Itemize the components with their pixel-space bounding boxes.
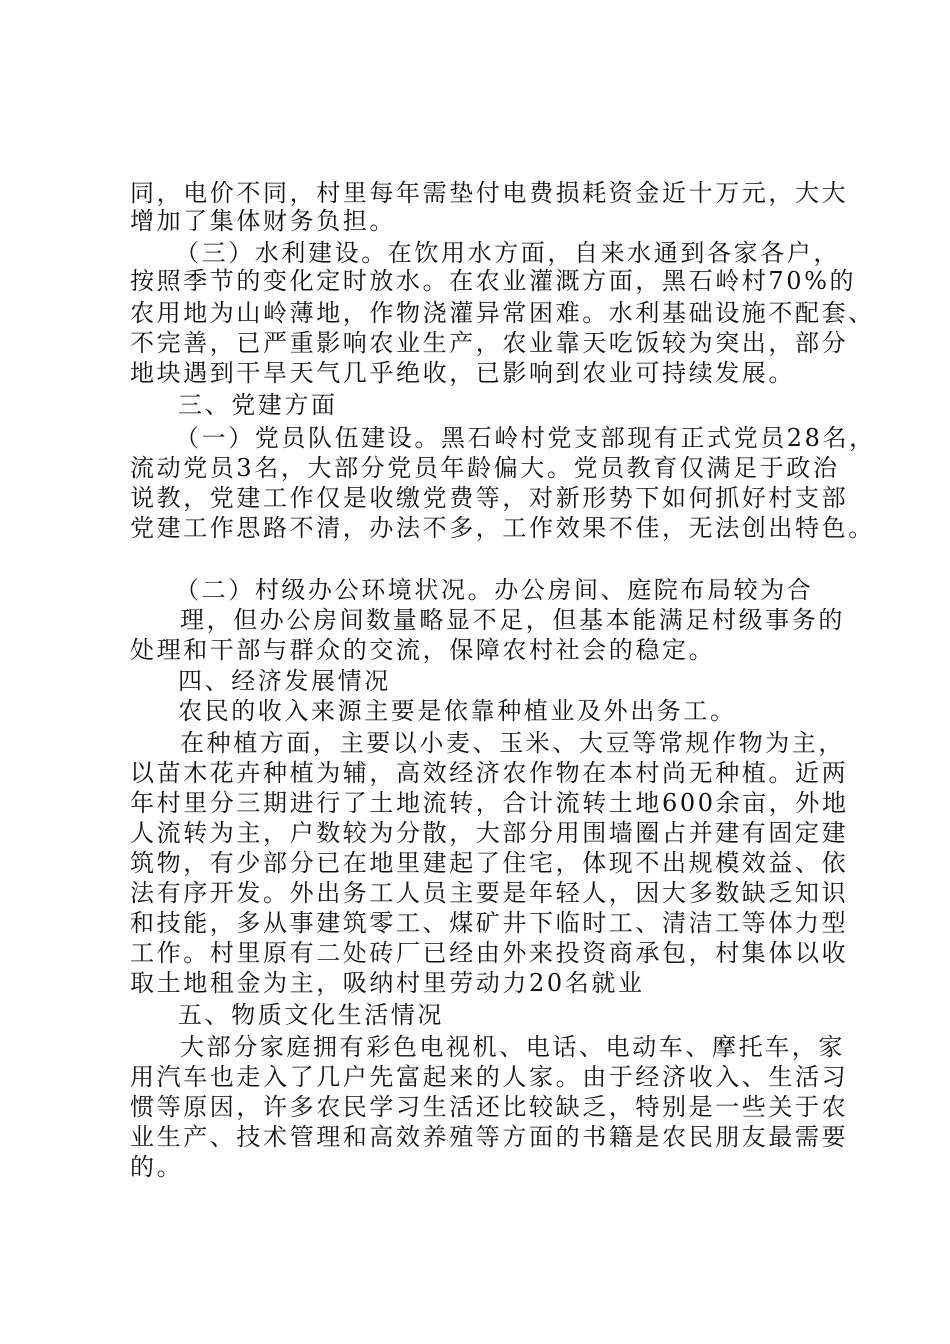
text-line: 法有序开发。外出务工人员主要是年轻人，因大多数缺乏知识 (130, 879, 849, 907)
text-line: 同，电价不同，村里每年需垫付电费损耗资金近十万元，大大 (130, 179, 849, 207)
text-line: 流动党员3名，大部分党员年龄偏大。党员教育仅满足于政治 (130, 454, 840, 482)
text-line: 增加了集体财务负担。 (130, 207, 396, 235)
text-line: 用汽车也走入了几户先富起来的人家。由于经济收入、生活习 (130, 1063, 849, 1091)
text-line: 党建工作思路不清，办法不多，工作效果不佳，无法创出特色。 (130, 514, 875, 542)
section-heading: 三、党建方面 (178, 391, 338, 419)
text-line: 理，但办公房间数量略显不足，但基本能满足村级事务的 (180, 606, 845, 634)
text-line: 工作。村里原有二处砖厂已经由外来投资商承包，村集体以收 (130, 939, 849, 967)
text-line: （二）村级办公环境状况。办公房间、庭院布局较为合 (175, 576, 814, 604)
section-heading: 五、物质文化生活情况 (178, 1001, 444, 1029)
text-line: （一）党员队伍建设。黑石岭村党支部现有正式党员28名， (175, 424, 876, 452)
text-line: 农用地为山岭薄地，作物浇灌异常困难。水利基础设施不配套、 (130, 299, 875, 327)
text-line: 取土地租金为主，吸纳村里劳动力20名就业 (130, 969, 645, 997)
text-line: 处理和干部与群众的交流，保障农村社会的稳定。 (130, 636, 716, 664)
text-line: 人流转为主，户数较为分散，大部分用围墙圈占并建有固定建 (130, 819, 849, 847)
text-line: 按照季节的变化定时放水。在农业灌溉方面，黑石岭村70%的 (130, 267, 857, 295)
text-line: 的。 (130, 1153, 184, 1181)
text-line: 和技能，多从事建筑零工、煤矿井下临时工、清洁工等体力型 (130, 909, 849, 937)
text-line: 年村里分三期进行了土地流转，合计流转土地600余亩，外地 (130, 789, 849, 817)
text-line: 地块遇到干旱天气几乎绝收，已影响到农业可持续发展。 (130, 359, 795, 387)
text-line: 不完善，已严重影响农业生产，农业靠天吃饭较为突出，部分 (130, 329, 849, 357)
text-line: 筑物，有少部分已在地里建起了住宅，体现不出规模效益、依 (130, 849, 849, 877)
text-line: 大部分家庭拥有彩色电视机、电话、电动车、摩托车，家 (180, 1033, 845, 1061)
text-line: 以苗木花卉种植为辅，高效经济农作物在本村尚无种植。近两 (130, 759, 849, 787)
text-line: 在种植方面，主要以小麦、玉米、大豆等常规作物为主， (180, 729, 845, 757)
text-line: 说教，党建工作仅是收缴党费等，对新形势下如何抓好村支部 (130, 484, 849, 512)
text-line: （三）水利建设。在饮用水方面，自来水通到各家各户， (175, 239, 840, 267)
text-line: 农民的收入来源主要是依靠种植业及外出务工。 (178, 697, 737, 725)
text-line: 惯等原因，许多农民学习生活还比较缺乏，特别是一些关于农 (130, 1093, 849, 1121)
section-heading: 四、经济发展情况 (178, 667, 391, 695)
text-line: 业生产、技术管理和高效养殖等方面的书籍是农民朋友最需要 (130, 1123, 849, 1151)
